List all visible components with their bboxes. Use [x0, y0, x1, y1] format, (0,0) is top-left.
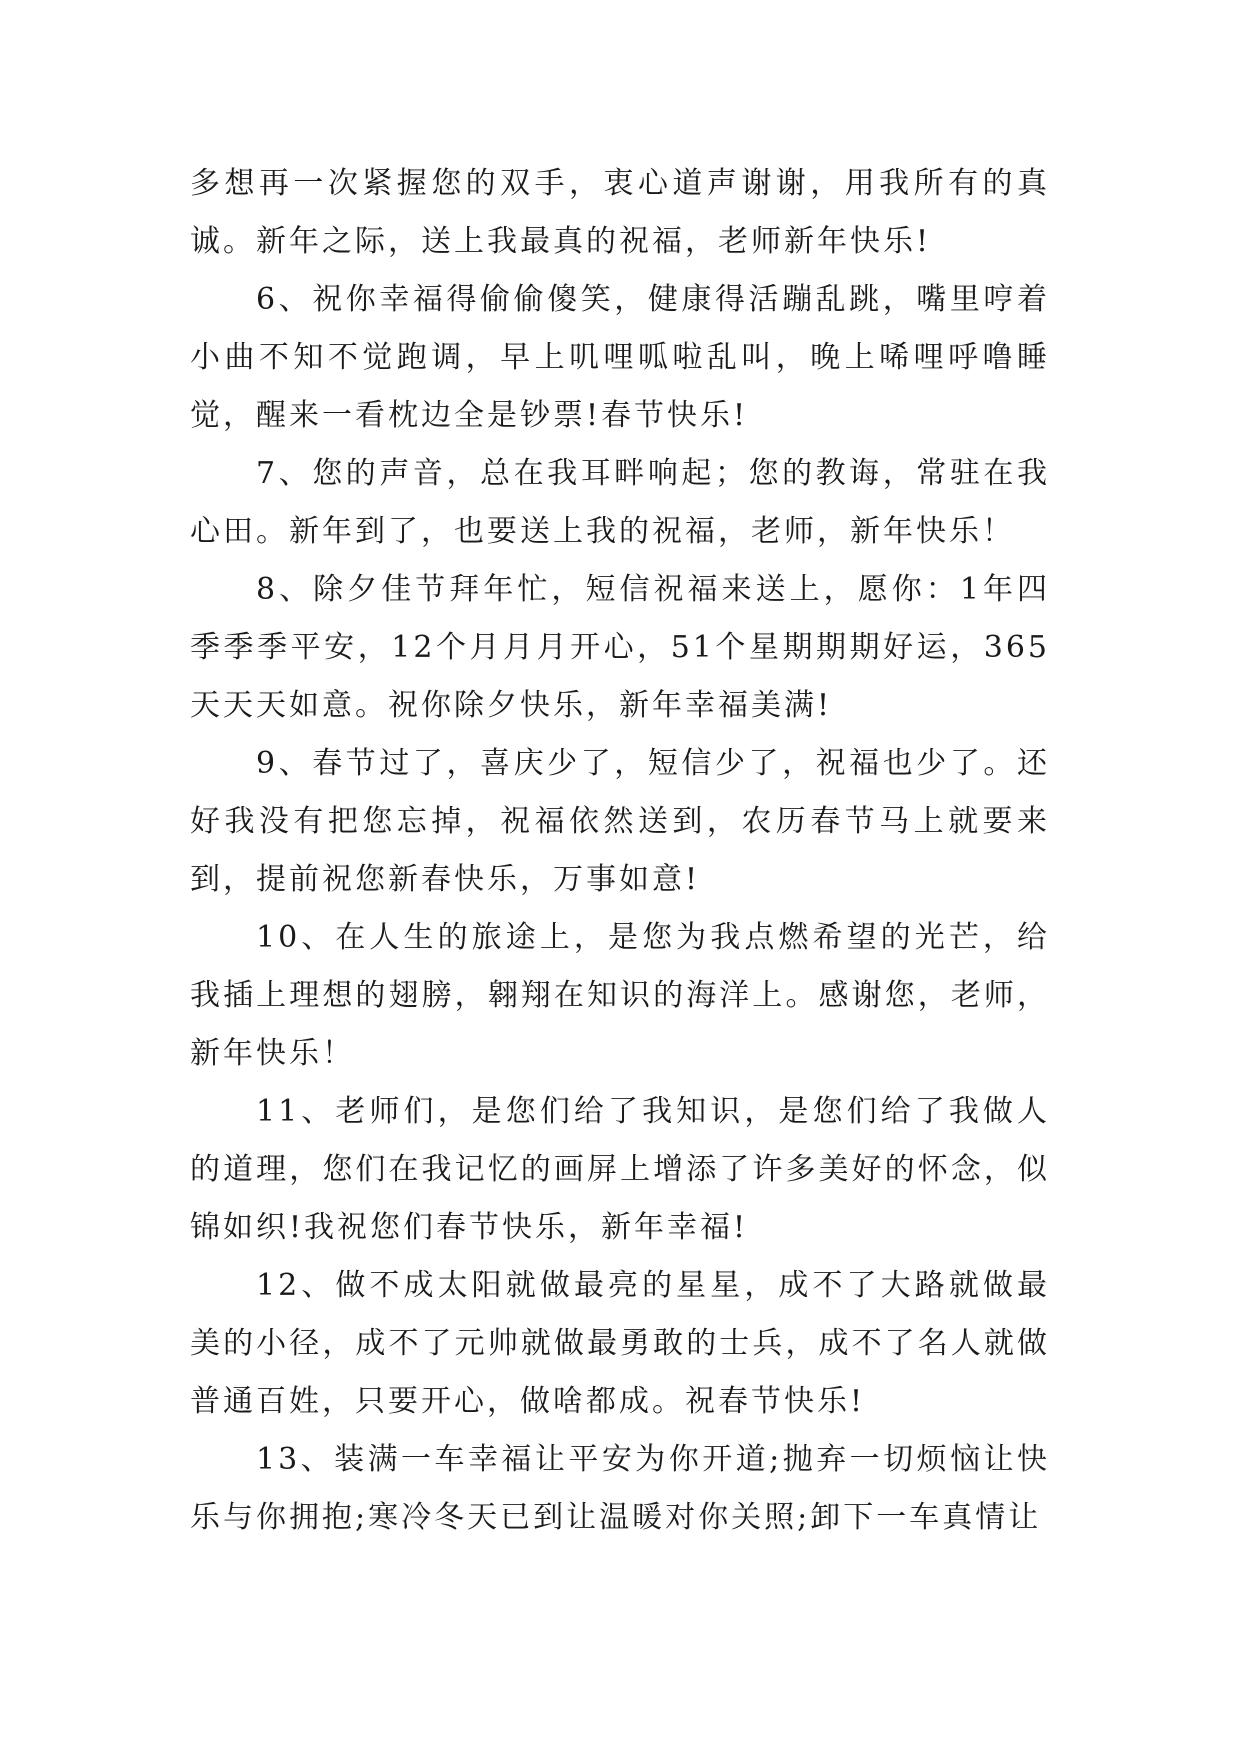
paragraph-item-10: 10、在人生的旅途上，是您为我点燃希望的光芒，给我插上理想的翅膀，翱翔在知识的海洋上。感谢您，老师，新年快乐！ — [190, 920, 1050, 1071]
paragraph-item-7: 7、您的声音，总在我耳畔响起；您的教诲，常驻在我心田。新年到了，也要送上我的祝福，老师，新年快乐！ — [190, 456, 1050, 549]
paragraph-item-9: 9、春节过了，喜庆少了，短信少了，祝福也少了。还好我没有把您忘掉，祝福依然送到，农历春节马上就要来到，提前祝您新春快乐，万事如意! — [190, 746, 1050, 897]
paragraph-item-8: 8、除夕佳节拜年忙，短信祝福来送上，愿你：1年四季季季平安，12个月月月开心，51个星期期期好运，365天天天如意。祝你除夕快乐，新年幸福美满! — [190, 572, 1050, 723]
paragraph-item-13: 13、装满一车幸福让平安为你开道;抛弃一切烦恼让快乐与你拥抱;寒冷冬天已到让温暖对你关照;卸下一车真情让 — [190, 1442, 1050, 1535]
paragraph-item-11: 11、老师们，是您们给了我知识，是您们给了我做人的道理，您们在我记忆的画屏上增添了许多美好的怀念，似锦如织!我祝您们春节快乐，新年幸福! — [190, 1094, 1050, 1245]
paragraph-item-12: 12、做不成太阳就做最亮的星星，成不了大路就做最美的小径，成不了元帅就做最勇敢的士兵，成不了名人就做普通百姓，只要开心，做啥都成。祝春节快乐! — [190, 1268, 1050, 1419]
paragraph-item-6: 6、祝你幸福得偷偷傻笑，健康得活蹦乱跳，嘴里哼着小曲不知不觉跑调，早上叽哩呱啦乱叫，晚上唏哩呼噜睡觉，醒来一看枕边全是钞票!春节快乐! — [190, 282, 1050, 433]
paragraph-continuation: 多想再一次紧握您的双手，衷心道声谢谢，用我所有的真诚。新年之际，送上我最真的祝福，老师新年快乐! — [190, 166, 1050, 259]
document-body — [190, 155, 1050, 1547]
